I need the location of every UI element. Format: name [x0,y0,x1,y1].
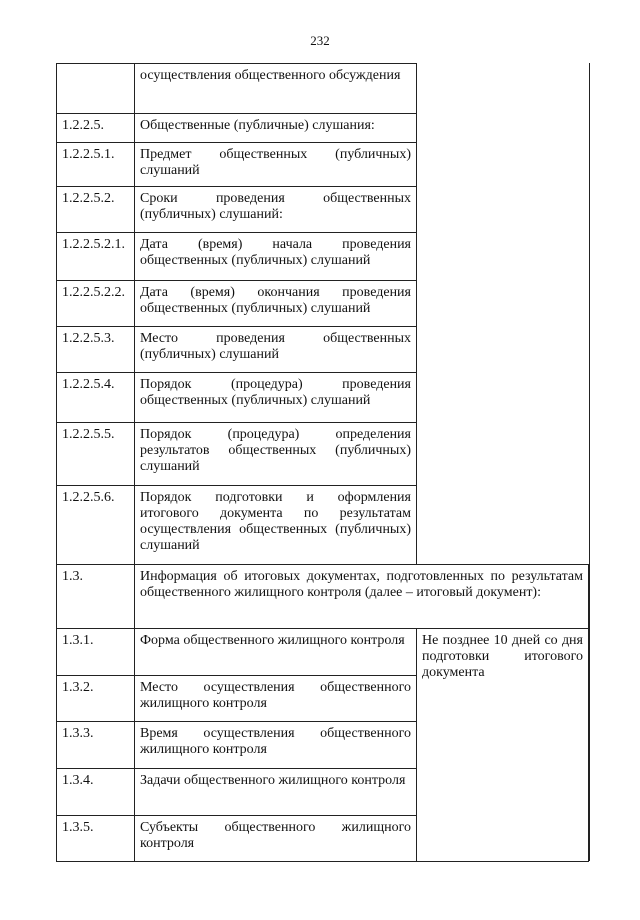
row-number: 1.2.2.5.2.1. [57,233,135,281]
row-text: Порядок (процедура) определения результатов общественных (публичных) слушаний [135,423,417,486]
row-number: 1.2.2.5.2.2. [57,281,135,327]
row-text: Место осуществления общественного жилищного контроля [135,676,417,722]
empty-side-cell [417,373,589,423]
table-row [57,423,589,486]
empty-side-cell [417,114,589,143]
empty-side-cell [417,233,589,281]
empty-side-cell [417,423,589,486]
table-row [57,486,589,565]
row-number: 1.3.1. [57,629,135,676]
row-text: Форма общественного жилищного контроля [135,629,417,676]
row-number: 1.3.2. [57,676,135,722]
row-text: осуществления общественного обсуждения [135,64,417,114]
table-row [57,233,589,281]
row-number: 1.3.5. [57,816,135,862]
table-row [57,187,589,233]
row-number: 1.2.2.5.2. [57,187,135,233]
table-row [57,565,589,629]
empty-side-cell [417,187,589,233]
document-table [56,63,589,862]
row-text: Порядок подготовки и оформления итогового документа по результатам осуществления общественных (публичных) слушаний [135,486,417,565]
empty-side-cell [417,64,589,114]
deadline-cell: Не позднее 10 дней со дня подготовки итогового документа [417,629,589,862]
row-number [57,64,135,114]
row-number: 1.2.2.5.1. [57,143,135,187]
table-row [57,629,589,676]
row-text: Время осуществления общественного жилищного контроля [135,722,417,769]
row-text: Субъекты общественного жилищного контроля [135,816,417,862]
row-number: 1.2.2.5.3. [57,327,135,373]
row-number: 1.3.4. [57,769,135,816]
row-text: Задачи общественного жилищного контроля [135,769,417,816]
right-edge-line [589,63,590,861]
table-row [57,327,589,373]
empty-side-cell [417,281,589,327]
row-text: Дата (время) окончания проведения общественных (публичных) слушаний [135,281,417,327]
table-row [57,143,589,187]
empty-side-cell [417,143,589,187]
row-number: 1.2.2.5.4. [57,373,135,423]
row-number: 1.3.3. [57,722,135,769]
row-text: Место проведения общественных (публичных) слушаний [135,327,417,373]
row-text: Сроки проведения общественных (публичных) слушаний: [135,187,417,233]
table-row [57,64,589,114]
row-text: Информация об итоговых документах, подготовленных по результатам общественного жилищного контроля (далее – итоговый документ): [135,565,589,629]
page-number: 232 [310,33,330,48]
row-number: 1.3. [57,565,135,629]
empty-side-cell [417,327,589,373]
empty-side-cell [417,486,589,565]
row-text: Общественные (публичные) слушания: [135,114,417,143]
row-number: 1.2.2.5.5. [57,423,135,486]
row-text: Порядок (процедура) проведения общественных (публичных) слушаний [135,373,417,423]
row-number: 1.2.2.5.6. [57,486,135,565]
row-text: Дата (время) начала проведения общественных (публичных) слушаний [135,233,417,281]
row-text: Предмет общественных (публичных) слушаний [135,143,417,187]
row-number: 1.2.2.5. [57,114,135,143]
table-row [57,281,589,327]
table-row [57,114,589,143]
table-row [57,373,589,423]
